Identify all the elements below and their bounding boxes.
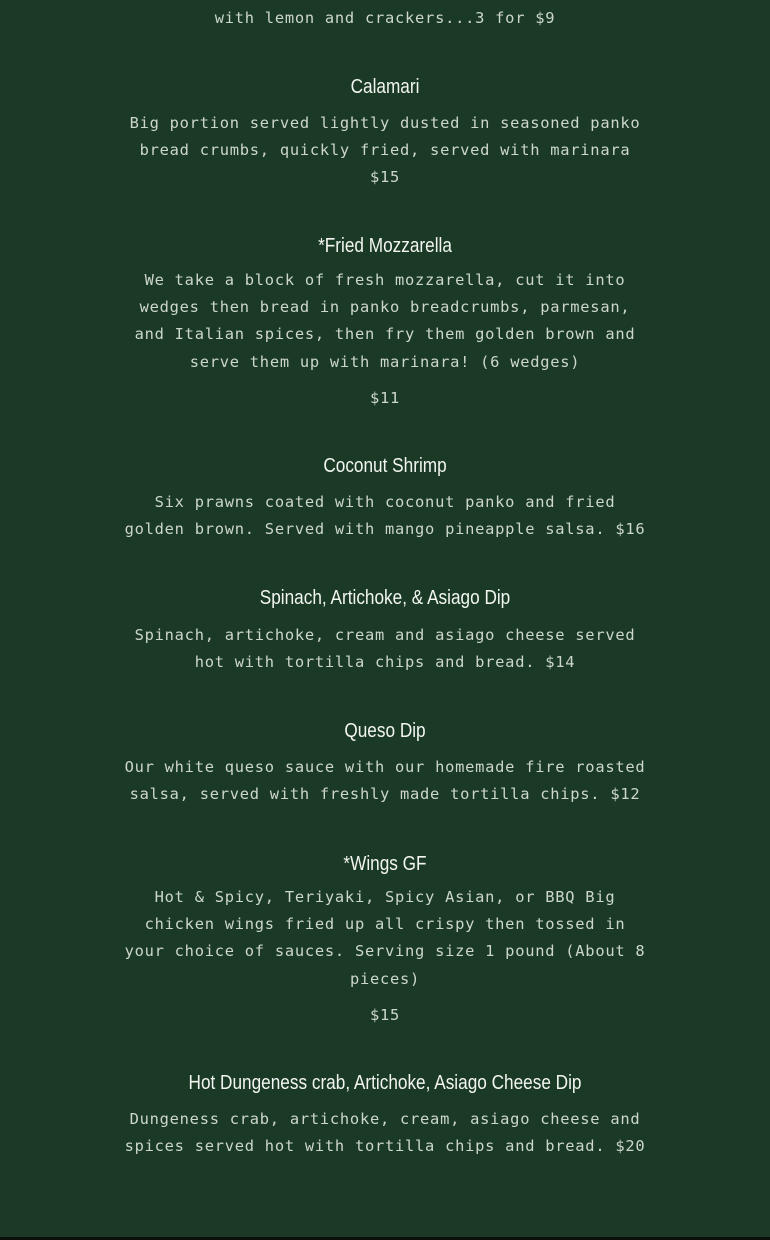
menu-item [120, 75, 650, 99]
menu-item-name: Calamari [350, 76, 420, 98]
menu-item-price: $15 [369, 1006, 401, 1024]
menu-item-description: Our white queso sauce with our homemade fire roasted salsa, served with freshly made tortilla chips. $12 [124, 758, 646, 804]
menu-item [120, 234, 650, 258]
menu-item-name: Queso Dip [344, 720, 426, 742]
menu-item-description: Spinach, artichoke, cream and asiago cheese served hot with tortilla chips and bread. $14 [134, 626, 636, 672]
menu-item-name: *Wings GF [343, 853, 427, 875]
menu-item-details [120, 754, 650, 808]
menu-item-details [120, 267, 650, 376]
menu-item-price: $11 [369, 389, 401, 407]
menu-item-name: Hot Dungeness crab, Artichoke, Asiago Cheese Dip [188, 1072, 582, 1094]
menu-item-description: Dungeness crab, artichoke, cream, asiago cheese and spices served hot with tortilla chips and bread. $20 [124, 1110, 646, 1156]
menu-item-price-row [120, 1005, 650, 1025]
menu-item-name: Coconut Shrimp [323, 455, 447, 477]
menu-item-details [120, 884, 650, 993]
menu-item-description: Six prawns coated with coconut panko and fried golden brown. Served with mango pineapple salsa. $16 [124, 493, 646, 539]
menu-item [120, 586, 650, 610]
menu-item-price-row [120, 388, 650, 408]
menu-item-details [120, 1106, 650, 1160]
menu-item-name: Spinach, Artichoke, & Asiago Dip [259, 587, 511, 609]
menu-item [120, 454, 650, 478]
menu-item [120, 5, 650, 32]
menu-item-details [120, 110, 650, 192]
menu-item [120, 852, 650, 876]
menu-item-details [120, 489, 650, 543]
menu-item-description: Hot & Spicy, Teriyaki, Spicy Asian, or BBQ Big chicken wings fried up all crispy then tossed in your choice of sauces. Serving size 1 pound (About 8 pieces) [124, 888, 646, 988]
menu-item-description: Big portion served lightly dusted in seasoned panko bread crumbs, quickly fried, served with marinara $15 [129, 114, 641, 187]
menu-item-description: We take a block of fresh mozzarella, cut it into wedges then bread in panko breadcrumbs, parmesan, and Italian spices, then fry them golden brown and serve them up with marinara! (6 wedges) [134, 271, 636, 371]
menu-item-details [120, 622, 650, 676]
menu-item-description: with lemon and crackers...3 for $9 [214, 9, 556, 27]
menu-item-name: *Fried Mozzarella [318, 235, 452, 257]
menu-item [120, 719, 650, 743]
menu-item [120, 1071, 650, 1095]
